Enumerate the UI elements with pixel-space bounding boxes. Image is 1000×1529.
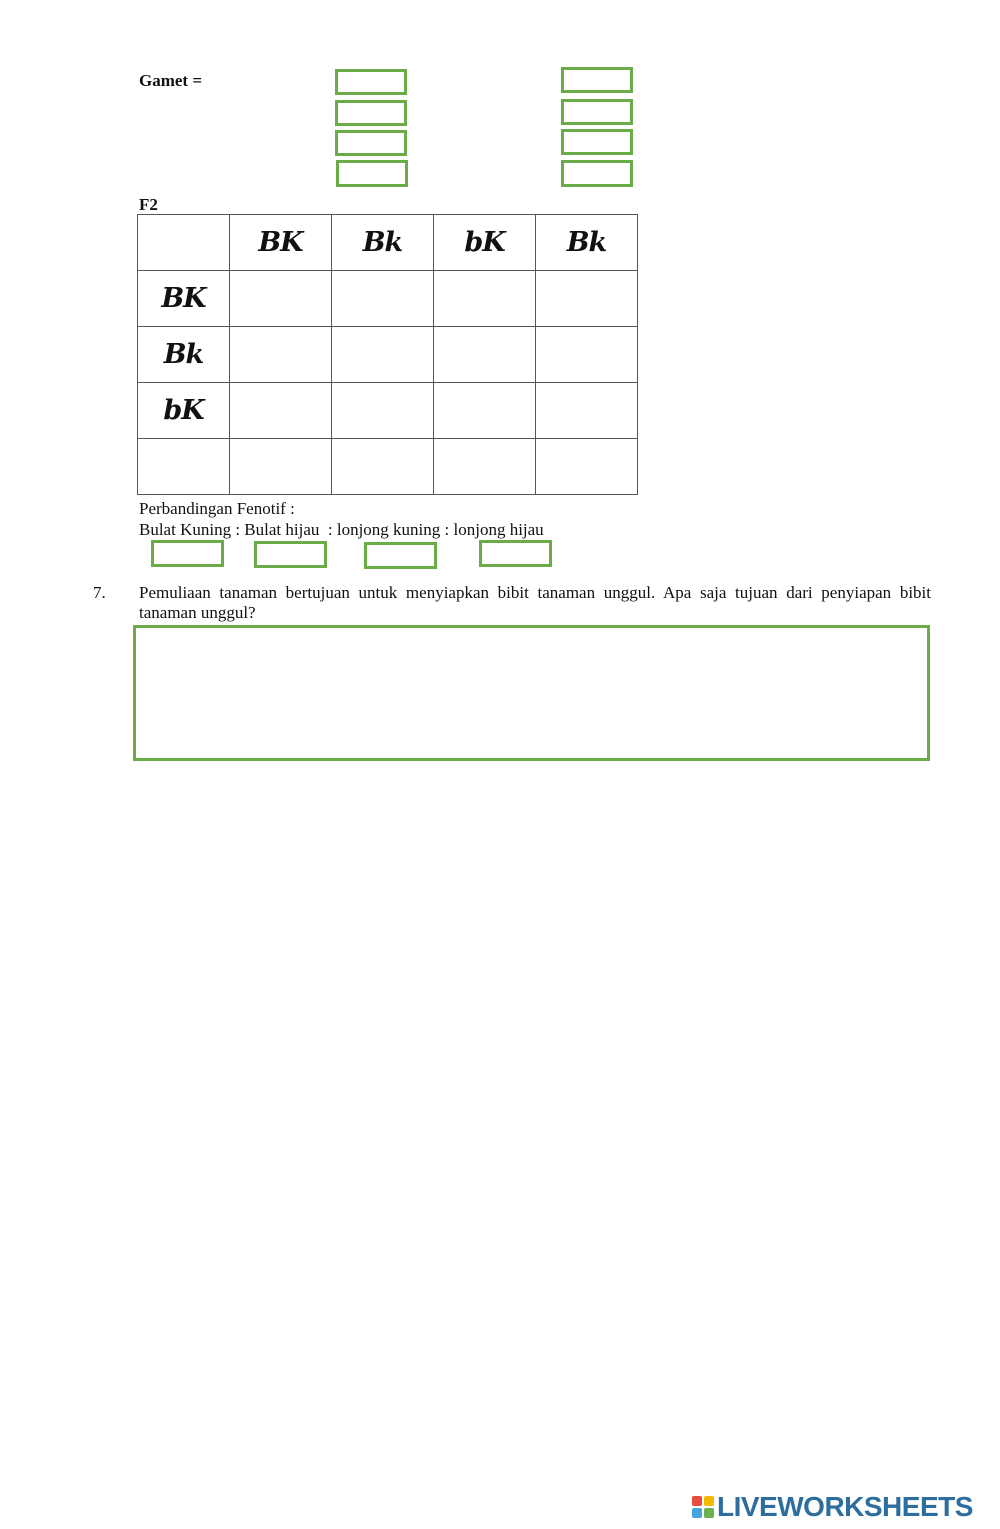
grid-cell [332,383,434,439]
grid-cell [230,271,332,327]
fenotif-categories: Bulat Kuning : Bulat hijau : lonjong kuning : lonjong hijau [139,520,544,539]
gamet-right-input-1[interactable] [561,67,633,93]
question-text-line1: Pemuliaan tanaman bertujuan untuk menyiapkan bibit tanaman unggul. Apa saja tujuan dari penyiapan bibit [139,583,931,602]
punnett-square [137,214,638,495]
question-text-line2: tanaman unggul? [139,603,256,622]
answer-textarea[interactable] [133,625,930,761]
col-header-cell [332,215,434,271]
gamet-left-input-2[interactable] [335,100,407,126]
grid-cell [434,271,536,327]
gamet-left-input-4[interactable] [336,160,408,187]
grid-cell [434,327,536,383]
logo-tile [704,1508,714,1518]
table-row [138,215,638,271]
ratio-input-bulat-hijau[interactable] [254,541,327,568]
allele-label: BK [161,283,206,314]
table-row [138,439,638,495]
ratio-input-bulat-kuning[interactable] [151,540,224,567]
gamet-right-input-3[interactable] [561,129,633,155]
row-header-cell [138,271,230,327]
logo-tile [692,1508,702,1518]
gamet-left-input-1[interactable] [335,69,407,95]
grid-cell [332,271,434,327]
allele-label: bK [464,227,505,258]
grid-cell [230,439,332,495]
logo-tile [704,1496,714,1506]
grid-cell [536,383,638,439]
gamet-label: Gamet = [139,71,203,90]
grid-cell [230,383,332,439]
col-header-cell [536,215,638,271]
grid-cell [230,327,332,383]
question-number: 7. [93,583,106,602]
table-row [138,383,638,439]
gamet-left-input-3[interactable] [335,130,407,156]
allele-label: Bk [566,227,607,258]
f2-label: F2 [139,195,158,214]
logo-text: LIVEWORKSHEETS [717,1491,973,1522]
allele-label: Bk [362,227,403,258]
row-header-cell [138,383,230,439]
logo-icon [692,1496,714,1518]
logo-tile [692,1496,702,1506]
row-header-cell [138,327,230,383]
grid-cell [536,439,638,495]
fenotif-title: Perbandingan Fenotif : [139,499,295,518]
col-header-cell [230,215,332,271]
allele-label: BK [258,227,303,258]
gamet-right-input-2[interactable] [561,99,633,125]
grid-cell [332,439,434,495]
table-row [138,271,638,327]
corner-cell [138,215,230,271]
grid-cell [332,327,434,383]
row-header-cell [138,439,230,495]
gamet-right-input-4[interactable] [561,160,633,187]
table-row [138,327,638,383]
col-header-cell [434,215,536,271]
grid-cell [434,439,536,495]
ratio-input-lonjong-kuning[interactable] [364,542,437,569]
grid-cell [434,383,536,439]
allele-label: bK [163,395,204,426]
ratio-input-lonjong-hijau[interactable] [479,540,552,567]
grid-cell [536,327,638,383]
allele-label: Bk [163,339,204,370]
grid-cell [536,271,638,327]
liveworksheets-logo [692,1491,973,1523]
